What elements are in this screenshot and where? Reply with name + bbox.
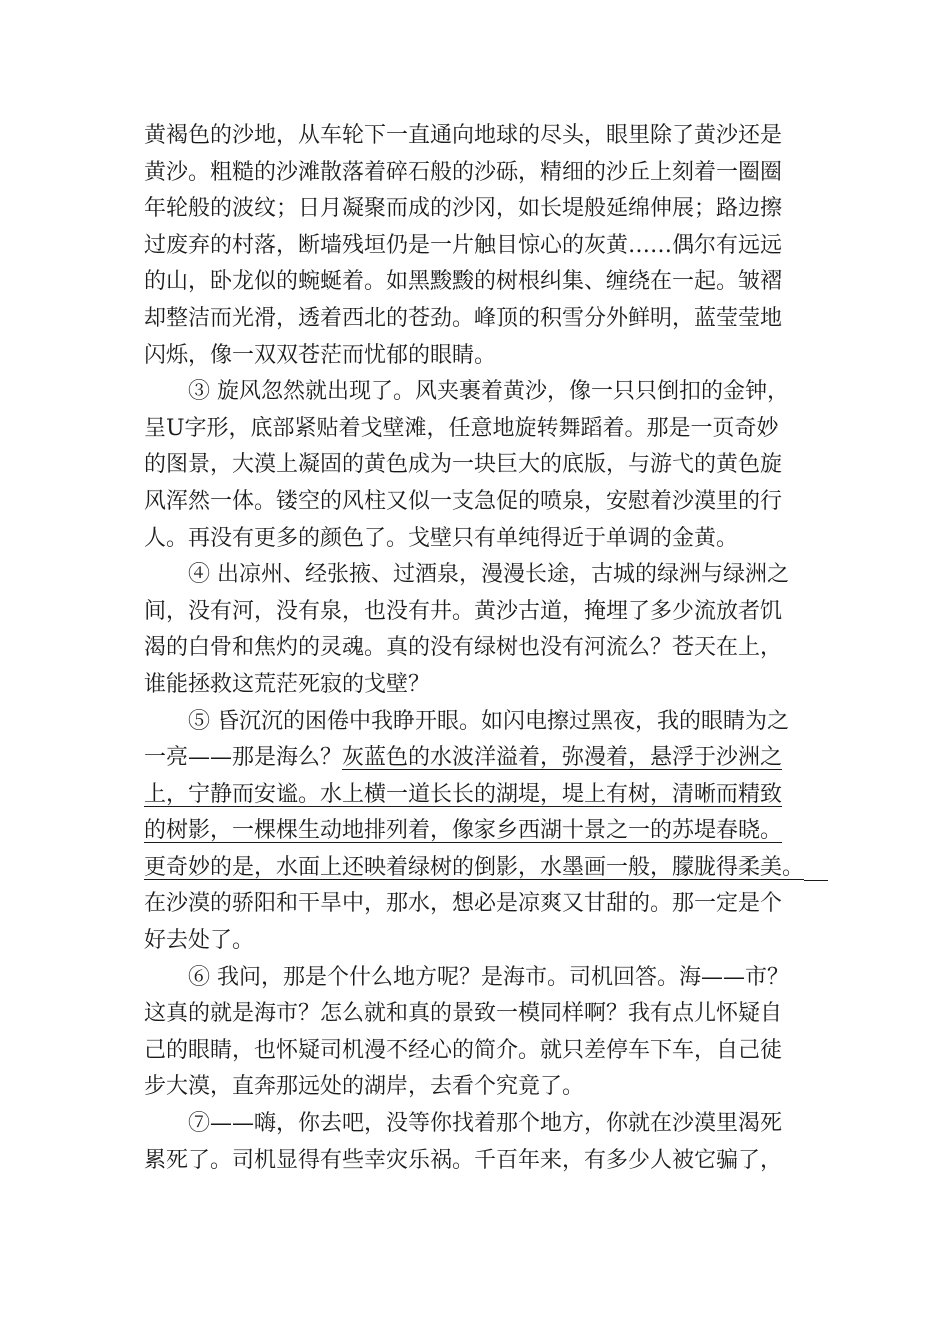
text-line: 己的眼睛，也怀疑司机漫不经心的简介。就只差停车下车，自己徒 (144, 1037, 783, 1063)
text-line: 谁能拯救这荒茫死寂的戈壁？ (144, 671, 431, 697)
text-line (144, 740, 844, 777)
text-line (144, 813, 844, 850)
text-line (144, 850, 844, 887)
text-line: 的图景，大漠上凝固的黄色成为一块巨大的底版，与游弋的黄色旋 (144, 452, 783, 478)
paragraph-7 (144, 1106, 844, 1179)
text-line: 在沙漠的骄阳和干旱中，那水，想必是凉爽又甘甜的。那一定是个 (144, 891, 783, 917)
text-line: 呈U字形，底部紧贴着戈壁滩，任意地旋转舞蹈着。那是一页奇妙 (144, 415, 779, 441)
text-line: 却整洁而光滑，透着西北的苍劲。峰顶的积雪分外鲜明，蓝莹莹地 (144, 305, 783, 331)
underlined-text: 的树影，一棵棵生动地排列着，像家乡西湖十景之一的苏堤春晓。 (144, 818, 783, 844)
paragraph-6 (144, 960, 844, 1106)
text-line: 步大漠，直奔那远处的湖岸，去看个究竟了。 (144, 1074, 585, 1100)
text-line: 过废弃的村落，断墙残垣仍是一片触目惊心的灰黄……偶尔有远远 (144, 232, 783, 258)
text-line: 黄沙。粗糙的沙滩散落着碎石般的沙砾，精细的沙丘上刻着一圈圈 (144, 159, 783, 185)
underlined-text: 更奇妙的是，水面上还映着绿树的倒影，水墨画一般，朦胧得柔美。 (144, 854, 805, 880)
paragraph-first-line: ⑦——嗨，你去吧，没等你找着那个地方，你就在沙漠里渴死 (188, 1111, 783, 1137)
paragraph-4 (144, 557, 844, 703)
text-line: 黄褐色的沙地，从车轮下一直通向地球的尽头，眼里除了黄沙还是 (144, 123, 783, 148)
text-line: 间，没有河，没有泉，也没有井。黄沙古道，掩埋了多少流放者饥 (144, 598, 783, 624)
text-line: 渴的白骨和焦灼的灵魂。真的没有绿树也没有河流么？苍天在上， (144, 635, 783, 661)
underline-extension (804, 850, 828, 887)
paragraph-5 (144, 704, 844, 960)
underlined-text: 灰蓝色的水波洋溢着，弥漫着，悬浮于沙洲之 (342, 745, 783, 771)
paragraph-first-line: ⑤ 昏沉沉的困倦中我睁开眼。如闪电擦过黑夜，我的眼睛为之 (188, 708, 789, 734)
paragraph-first-line: ④ 出凉州、经张掖、过酒泉，漫漫长途，古城的绿洲与绿洲之 (188, 562, 789, 588)
paragraph-first-line: ⑥ 我问，那是个什么地方呢？是海市。司机回答。海——市？ (188, 964, 789, 990)
text-line: 人。再没有更多的颜色了。戈壁只有单纯得近于单调的金黄。 (144, 525, 739, 551)
text-line (144, 777, 844, 814)
underlined-text: 上，宁静而安谧。水上横一道长长的湖堤，堤上有树，清晰而精致 (144, 781, 783, 807)
text-line: 风浑然一体。镂空的风柱又似一支急促的喷泉，安慰着沙漠里的行 (144, 488, 783, 514)
text-line: 年轮般的波纹；日月凝聚而成的沙冈，如长堤般延绵伸展；路边擦 (144, 196, 783, 222)
document-page (144, 118, 844, 1179)
paragraph-2 (144, 118, 844, 374)
text-line: 累死了。司机显得有些幸灾乐祸。千百年来，有多少人被它骗了， (144, 1147, 783, 1173)
text-line: 这真的就是海市？怎么就和真的景致一模同样啊？我有点儿怀疑自 (144, 1001, 783, 1027)
text-line: 的山，卧龙似的蜿蜒着。如黑黢黢的树根纠集、缠绕在一起。皱褶 (144, 269, 783, 295)
paragraph-first-line: ③ 旋风忽然就出现了。风夹裹着黄沙，像一只只倒扣的金钟， (188, 379, 789, 405)
plain-text: 一亮——那是海么？ (144, 745, 343, 771)
text-line: 好去处了。 (144, 928, 255, 954)
paragraph-3 (144, 374, 844, 557)
text-line: 闪烁，像一双双苍茫而忧郁的眼睛。 (144, 342, 497, 368)
